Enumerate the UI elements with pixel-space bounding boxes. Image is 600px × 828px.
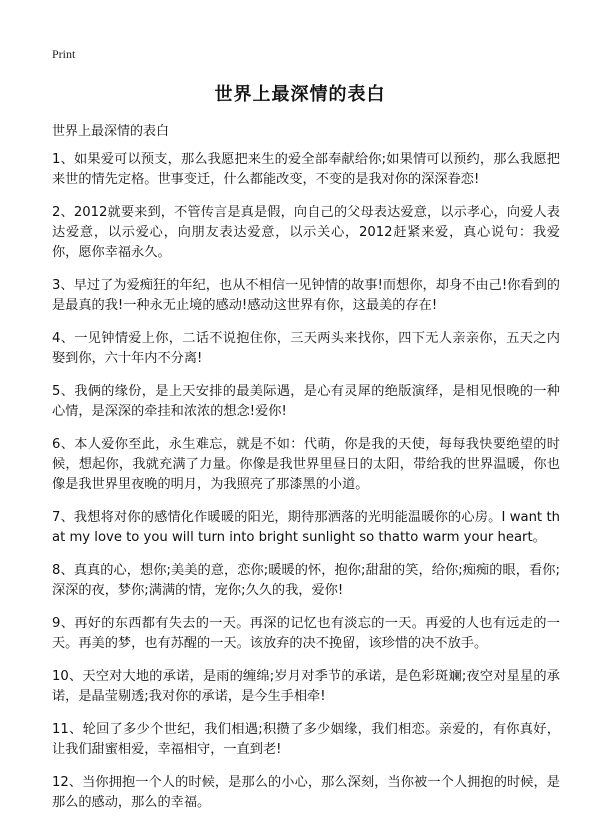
- paragraph-10: 10、天空对大地的承诺，是雨的缠绵;岁月对季节的承诺，是色彩斑斓;夜空对星星的承诺，是晶莹剔透;我对你的承诺，是今生手相牵!: [52, 669, 560, 704]
- paragraph-2: 2、2012就要来到，不管传言是真是假，向自己的父母表达爱意，以示孝心，向爱人表达爱意，以示爱心，向朋友表达爱意，以示关心，2012赶紧来爱，真心说句：我爱你，愿你幸福永久。: [52, 205, 560, 260]
- document-subtitle: 世界上最深情的表白: [52, 124, 170, 139]
- paragraph-5: 5、我俩的缘份，是上天安排的最美际遇，是心有灵犀的绝版演绎，是相见恨晚的一种心情，是深深的牵挂和浓浓的想念!爱你!: [52, 384, 560, 419]
- paragraph-6: 6、本人爱你至此，永生难忘，就是不如：代萌，你是我的天使，每每我快要绝望的时候，想起你，我就充满了力量。你像是我世界里昼日的太阳，带给我的世界温暖，你也像是我世界里夜晚的明月，为我照亮了那漆黑的小道。: [52, 437, 560, 492]
- paragraph-1: 1、如果爱可以预支，那么我愿把来生的爱全部奉献给你;如果情可以预约，那么我愿把来世的情先定格。世事变迁，什么都能改变，不变的是我对你的深深眷恋!: [52, 152, 560, 187]
- paragraph-8: 8、真真的心，想你;美美的意，恋你;暖暖的怀，抱你;甜甜的笑，给你;痴痴的眼，看你;深深的夜，梦你;满满的情，宠你;久久的我，爱你!: [52, 563, 560, 598]
- paragraph-9: 9、再好的东西都有失去的一天。再深的记忆也有淡忘的一天。再爱的人也有远走的一天。再美的梦，也有苏醒的一天。该放弃的决不挽留，该珍惜的决不放手。: [52, 616, 560, 651]
- document-title: 世界上最深情的表白: [214, 84, 386, 105]
- paragraph-11: 11、轮回了多少个世纪，我们相遇;积攒了多少姻缘，我们相恋。亲爱的，有你真好，让我们甜蜜相爱，幸福相守，一直到老!: [52, 722, 560, 757]
- paragraph-12: 12、当你拥抱一个人的时候，是那么的小心，那么深刻，当你被一个人拥抱的时候，是那么的感动，那么的幸福。: [52, 775, 560, 810]
- paragraph-7: 7、我想将对你的感情化作暖暖的阳光，期待那洒落的光明能温暖你的心房。I want that my love to you will turn into bright sunlight so thatto warm your heart。: [52, 510, 560, 545]
- paragraph-list: [52, 150, 560, 826]
- paragraph-3: 3、早过了为爱痴狂的年纪，也从不相信一见钟情的故事!而想你，却身不由己!你看到的是最真的我!一种永无止境的感动!感动这世界有你，这最美的存在!: [52, 278, 560, 313]
- paragraph-4: 4、一见钟情爱上你，二话不说抱住你，三天两头来找你，四下无人亲亲你，五天之内娶到你，六十年内不分离!: [52, 331, 560, 366]
- print-label: Print: [52, 47, 76, 61]
